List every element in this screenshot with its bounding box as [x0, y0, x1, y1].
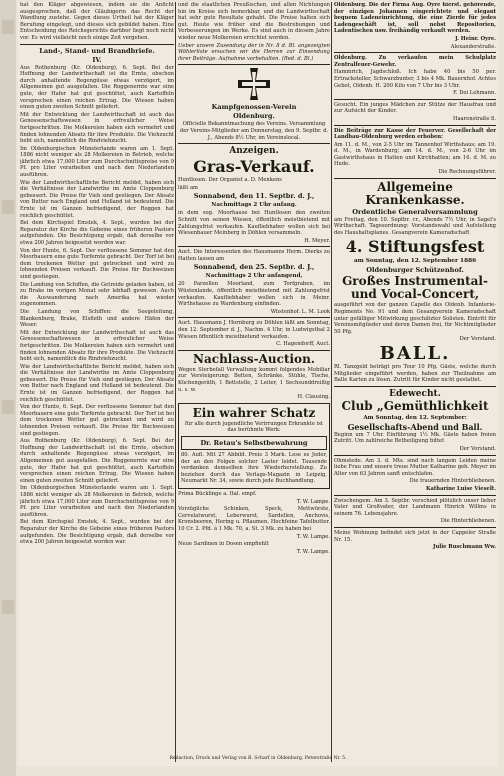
- ad-time: Nachmittags 2 Uhr anfang.: [211, 202, 297, 209]
- ad-signer: Haarenstraße 8.: [452, 115, 496, 122]
- middle-column: [178, 2, 330, 556]
- divider: [334, 386, 496, 387]
- ad-text: Am 11. d. M., von 2-5 Uhr im Tannenhof Wirthshaus; am 19. d. M., in Wardenburg; am 14. d. M., von 2-6 Uhr im Gastwirthshaus in Hatten und Kirchhatten; am 16. d. M. zu Hude.: [334, 141, 496, 168]
- section-number: IV.: [92, 55, 102, 64]
- ad-text: Vorzügliche Schinken, Speck, Mettwürste, Cervelatwurst, Leberwurst, Sardellen, Anchovis, Kronsbeeren, Hering u. Pflaumen. Hochfeine Tafelbutter. 10 Cr. 2. Pfd. à 1 Mk. 70, a. St. 3 Mk. zu haben bei: [178, 506, 330, 532]
- ad-signer: J. Heinr. Oyre.: [455, 35, 496, 42]
- ad-text: Neue Sardinen in Dosen empfiehlt: [178, 541, 269, 548]
- ad-subtitle: Ordentliche Generalversammlung: [352, 207, 478, 216]
- ad-text: Auct. Die Interessenten des Hausmanns Herm. Dierks zu Hatten lassen am: [178, 249, 330, 262]
- article-text: Im Oldenburgischen Münsterlande waren am 1. Sept. 1886 nicht weniger als 28 Molkereien in Betrieb, welche jährlich etwa 17,000 Liter zum Durchschnittspreise von 9 Pf. pro Liter verarbeiten und nach den Niederlanden ausführen.: [20, 145, 174, 179]
- ad-title: Ein wahrer Schatz: [192, 405, 316, 420]
- divider: [334, 125, 496, 126]
- ad-title: Großes Instrumental- und Vocal-Concert,: [342, 274, 488, 302]
- binding-mark: [2, 400, 14, 414]
- article-text: Von der Hunte, 6. Sept. Der verflossene Sommer hat den Moorbauern eine gute Torfernte gebracht. Der Torf ist bei dem trockenen Wetter gut getrocknet und wird zu lohnenden Preisen verkauft. Die Preise für Buchweizen sind gestiegen.: [20, 247, 174, 280]
- divider: [334, 178, 496, 179]
- divider: [334, 455, 496, 456]
- ad-signer: Julie Ruschmann Ww.: [433, 544, 496, 551]
- ad-title: Club „Gemüthlichkeit: [341, 398, 489, 413]
- ad-signer: T. W. Lampe.: [296, 548, 330, 555]
- ad-signer: Die trauernden Hinterbliebenen.: [409, 478, 496, 485]
- ad-signer: T. W. Lampe.: [296, 498, 330, 505]
- ad-text: Alexanderstraße.: [450, 43, 496, 50]
- binding-mark: [2, 20, 14, 34]
- divider: [20, 44, 174, 45]
- ad-date: am Sonntag, den 12. September 1886: [353, 258, 477, 265]
- book-title-box: [181, 436, 327, 450]
- binding-mark: [2, 200, 14, 214]
- ad-text: Huntlosen. Der Organist a. D. Menkens: [178, 177, 282, 184]
- ad-text: am Freitag, den 10. Septbr. cr., Abends 7½ Uhr, in Sagel's Wirthschaft. Tagesordnung: Vorstandswahl und Aufstellung des Haushaltsplanes. Gesangverein Kameradschaft: [334, 216, 496, 236]
- article-text: Bei dem Kirchspiel Emstek, 4. Sept., wurden bei der Reparatur der Kirche die Gebeine eines früheren Pastors aufgefunden. Die Besichtigung ergab, daß derselbe vor etwa 200 Jahren beigesetzt worden war.: [20, 519, 174, 546]
- ad-place: Edewecht.: [389, 388, 441, 399]
- ad-signer: Wüstenhof. L. M. Look: [270, 308, 330, 315]
- ad-text: Auct. Hausmann J. Hornburg zu Döhlen läßt am Sonntag, den 12. September d. J., Nachm. 4 Uhr, in Ludwigsthal 2 Wiesen öffentlich meistbietend verkaufen.: [178, 320, 330, 340]
- ad-text: Prima Bücklinge a. Ital. empf.: [178, 490, 257, 497]
- ad-title: Gras-Verkauf.: [193, 157, 315, 177]
- ad-title: Allgemeine Krankenkasse.: [365, 179, 465, 207]
- article-text: und die staatlichen Preußischen, und allen Nichtungen hin im Kreise sich bemerkbar, und die Landwirthschaft hat sehr gute Resultate gehabt. Die Preise halten sich gut. Heute wie früher sind die Bestrebungen und Verbesserungen im Werke. Es sind auch in diesem Jahre wieder neue Molkereien errichtet worden.: [178, 2, 330, 41]
- ad-text: Die Beiträge zur Kasse der Feuerver. Gesellschaft der Landbau-Oldenburg werden erhoben:: [334, 127, 496, 141]
- ad-text: läßt am: [178, 184, 198, 191]
- ad-text: Ohmstede. Am 3. d. Mts. sind nach langem Leiden meine liebe Frau und unsere treue Mutter Katharine geb. Meyer im Alter von 63 Jahren sanft entschlafen.: [334, 457, 496, 477]
- divider: [178, 317, 330, 318]
- ad-signer: H. Clausing.: [297, 394, 330, 401]
- ad-text: Meine Wohnung befindet sich jetzt in der Cappeler Straße Nr. 15.: [334, 529, 496, 543]
- right-column: [334, 2, 496, 552]
- column-divider: [175, 2, 176, 762]
- ad-subtitle: Gesellschafts-Abend und Ball.: [347, 421, 483, 432]
- article-text: Mit der Entwicklung der Landwirthschaft ist auch das Genossenschaftswesen in erfreulicher Weise fortgeschritten. Die Molkereien haben sich vermehrt und finden lohnenden Absatz für ihre Produkte. Die Viehzucht hebt sich, namentlich die Rindviehzucht.: [20, 111, 174, 145]
- ad-text: Hammrich, Jagdschloß. Ich habe 40 bis 50 per. Ertracksteller, Schwarzbunter, 3 bis 4 Mk. Bauernhof. Achtes Gebot, Oldenb. H. 200 Kilo von 7 Uhr bis 3 Uhr.: [334, 69, 496, 89]
- ad-signer: H. Meyer.: [304, 237, 330, 244]
- article-text: Wie der Landwirthschaftliche Bericht meldet, haben sich die Verhältnisse der Landwirthe im Amte Cloppenburg gebessert. Die Preise für Vieh sind gestiegen. Der Absatz von Butter nach England und Holland ist bedeutend. Die Ernte ist im Ganzen befriedigend, der Roggen hat reichlich geschüttet.: [20, 179, 174, 219]
- ad-signer: F. Doi Lehmann.: [453, 90, 496, 97]
- article-text: Die Landung von Schiffen: die Seegeleitung, Blankenburg, Brake, Elsfleth und andere Häfen der Weser.: [20, 308, 174, 329]
- ad-signer: C. Hagendorff, Auct.: [276, 341, 330, 348]
- ad-title: Nachlass-Auction.: [193, 351, 315, 366]
- divider: [334, 527, 496, 528]
- divider: [334, 52, 496, 53]
- ad-signer: Der Vorstand.: [459, 445, 496, 452]
- ad-date: Sonnabend, den 25. Septbr. d. J.,: [193, 263, 315, 272]
- article-text: Aus Rothenburg (Kr. Oldenburg), 6. Sept. Bei der Hoffnung der Landwirthschaft ist die Ernte, obschon durch anhaltende Regengüsse etwas verzögert, im Allgemeinen gut ausgefallen. Die Roggenernte war eine gute, der Hafer hat gut geschüttet, auch Kartoffeln versprechen einen reichen Ertrag. Die Wiesen haben einen guten zweiten Schnitt geliefert.: [20, 438, 174, 484]
- scan-margin: [0, 0, 16, 776]
- ad-title: 4. Stiftungsfest: [345, 237, 485, 257]
- section-heading: Land-, Stand- und Brandbriefe.: [39, 46, 155, 55]
- article-text: Im Oldenburgischen Münsterlande waren am 1. Sept. 1886 nicht weniger als 28 Molkereien in Betrieb, welche jährlich etwa 17,000 Liter zum Durchschnittspreise von 9 Pf. pro Liter verarbeiten und nach den Niederlanden ausführen.: [20, 485, 174, 518]
- column-divider: [331, 2, 332, 762]
- club-place: Oldenburg.: [233, 112, 275, 121]
- ad-text: in dem sog. Moorhause bei Huntlosen den zweiten Schnitt von seinen Wiesen, öffentlich meistbietend mit Zahlungsfrist verkaufen. Kaufliebhaber wollen sich bei Wiesenbauer Meinberg in Döhlen versammeln.: [178, 210, 330, 237]
- ad-text: Wegen Sterbefall Verwaltung kommt folgendes Mobiliar zur Versteigerung: Betten, Schränke, Stühle, Tische, Küchengeräth, 1 Bettstelle, 2 Leiter, 1 Sechsunddreißig u. s. w.: [178, 366, 330, 393]
- divider: [178, 64, 330, 65]
- ad-text: ausgeführt von der ganzen Capelle des Oldenb. Infanterie-Regiments No. 91 und dem Gesangverein Kameradschaft unter gefälliger Mitwirkung geschätzter Solisten. Eintritt für Vereinsmitglieder und deren Damen frei, für Nichtmitglieder 50 Pfg.: [334, 302, 496, 335]
- ad-signer: Die Hinterbliebenen.: [440, 518, 496, 525]
- ad-text: für alle durch jugendliche Verirrungen Erkrankte ist das berühmte Werk:: [184, 420, 324, 434]
- article-text: Bei dem Kirchspiel Emstek, 4. Sept., wurden bei der Reparatur der Kirche die Gebeine eines früheren Pastors aufgefunden. Die Besichtigung ergab, daß derselbe vor etwa 200 Jahren beigesetzt worden war.: [20, 220, 174, 246]
- ad-time: Nachmittags 2 Uhr anfangend,: [205, 273, 303, 280]
- ad-text: 20 Parzellen Moorland, zum Torfgraben, im Wüstenlande, öffentlich meistbietend mit Zahlungsfrist verkaufen. Kaufliebhaber wollen sich in Meinr. Wirthshause zu Wardenburg einfinden.: [178, 281, 330, 308]
- ad-text: Rl. Tanzgeld beträgt pro Tour 10 Pfg. Gäste, welche durch Mitglieder eingeführt werden, haben zur Theilnahme am Balle Karten zu lösen. Zutritt für Kinder nicht gestattet.: [334, 364, 496, 384]
- ad-text: Beginn um 7 Uhr. Einführung 1½ Mk. Gäste haben freien Zutritt. Um zahlreiche Betheiligung bittet: [334, 431, 496, 445]
- ad-date: Sonnabend, den 11. Septbr. d. J.,: [193, 192, 315, 201]
- imprint-footer: Redaction, Druck und Verlag von B. Scharf in Oldenburg, Peterstraße Nr. 5.: [169, 756, 347, 761]
- divider: [334, 495, 496, 496]
- article-text: Aus Rothenburg (Kr. Oldenburg), 6. Sept. Bei der Hoffnung der Landwirthschaft ist die Ernte, obschon durch anhaltende Regengüsse etwas verzögert, im Allgemeinen gut ausgefallen. Die Roggenernte war eine gute, der Hafer hat gut geschüttet, auch Kartoffeln versprechen einen reichen Ertrag. Die Wiesen haben einen guten zweiten Schnitt geliefert.: [20, 64, 174, 111]
- book-title: Dr. Retau's Selbstbewahrung: [200, 438, 308, 447]
- editorial-note: Ueber unsere Zusendung der in Nr. 8 d. Bl. angezeigten Wählerliste ersuchen wir die Herren zur Einsendung ihrer Beiträge. Aufnahme vorbehalten. (Red. d. Bl.): [178, 42, 330, 62]
- ad-signer: Der Vorstand.: [459, 336, 496, 343]
- iron-cross-icon: [237, 67, 271, 101]
- ad-signer: Katharine Luise Vieselt.: [426, 485, 496, 492]
- ads-heading: Anzeigen.: [229, 146, 279, 157]
- club-title: Kampfgenossen-Verein: [211, 103, 297, 112]
- ad-signer: Die Rechnungsführer.: [438, 169, 496, 176]
- article-text: hat den Kläger abgewiesen, indem sie die Anficht ausgesprochen, daß der Gläubigerin das Recht der Wandlung zustehe. Gegen dieses Urtheil hat der Kläger Berufung eingelegt, und dieses sich gebildet haben. Eine Entscheidung des Reichsgerichts darüber liegt noch nicht vor. Es wird vielleicht noch einige Zeit vergehen.: [20, 2, 174, 41]
- ad-date: Am Sonntag, den 12. September:: [363, 414, 467, 421]
- ad-signer: T. W. Lampe.: [296, 533, 330, 540]
- newspaper-page: [18, 2, 498, 766]
- ad-text: Zwischengem. Am 3. Septbr. verschied plötzlich unser lieber Vater und Großvater, der Landmann Hinrich Willms in seinem 76. Lebensjahre.: [334, 497, 496, 517]
- article-text: Von der Hunte, 6. Sept. Der verflossene Sommer hat den Moorbauern eine gute Torfernte gebracht. Der Torf ist bei dem trockenen Wetter gut getrocknet und wird zu lohnenden Preisen verkauft. Die Preise für Buchweizen sind gestiegen.: [20, 404, 174, 437]
- divider: [178, 350, 330, 351]
- ad-text: Oldenburg. Die der Firma Aug. Oyre hierst. gehörende, der einzigen Johannen eingerichtete und elegant bequem Ladeneinrichtung, die eine Zierde für jedes Ladengeschäft ist, soll nebst Repositorien, Ladentischen usw. freihändig verkauft werden.: [334, 2, 496, 35]
- ad-box: [178, 403, 330, 489]
- ad-title: BALL.: [379, 343, 451, 364]
- article-text: Die Landung von Schiffen, die Getreide geladen haben, ist zu Brake im vorigen Monat sehr lebhaft gewesen. Auch die Auswanderung nach Amerika hat wieder zugenommen.: [20, 281, 174, 308]
- club-notice: Officielle Bekanntmachung des Vereins. Versammlung der Vereins-Mitglieder am Donnerstag, den 9. Septbr. d. J., Abends 8½ Uhr, im Vereinslocal.: [179, 121, 329, 141]
- ad-text: 80. Aufl. Mit 27 Abbild. Preis 3 Mark. Lese es Jeder, der an den Folgen solcher Laster leidet. Tausende verdanken demselben ihre Wiederherstellung. Zu beziehen durch das Verlags-Magazin in Leipzig, Neumarkt Nr. 34, sowie durch jede Buchhandlung.: [181, 451, 327, 485]
- binding-mark: [2, 600, 14, 614]
- article-text: Wie der Landwirthschaftliche Bericht meldet, haben sich die Verhältnisse der Landwirthe im Amte Cloppenburg gebessert. Die Preise für Vieh sind gestiegen. Der Absatz von Butter nach England und Holland ist bedeutend. Die Ernte ist im Ganzen befriedigend, der Roggen hat reichlich geschüttet.: [20, 363, 174, 403]
- ad-text: Oldenburg. Zu verkaufen mein Schulplatz Zentralfeuer-Gewehr.: [334, 55, 496, 68]
- divider: [334, 99, 496, 100]
- divider: [178, 143, 330, 144]
- ad-text: Gesucht. Ein junges Mädchen zur Stütze der Hausfrau und zur Aufsicht der Kinder.: [334, 101, 496, 115]
- article-text: Mit der Entwicklung der Landwirthschaft ist auch das Genossenschaftswesen in erfreulicher Weise fortgeschritten. Die Molkereien haben sich vermehrt und finden lohnenden Absatz für ihre Produkte. Die Viehzucht hebt sich, namentlich die Rindviehzucht.: [20, 329, 174, 363]
- divider: [178, 246, 330, 247]
- ad-place: Oldenburger Schützenhof.: [366, 266, 464, 275]
- left-column: [20, 2, 174, 547]
